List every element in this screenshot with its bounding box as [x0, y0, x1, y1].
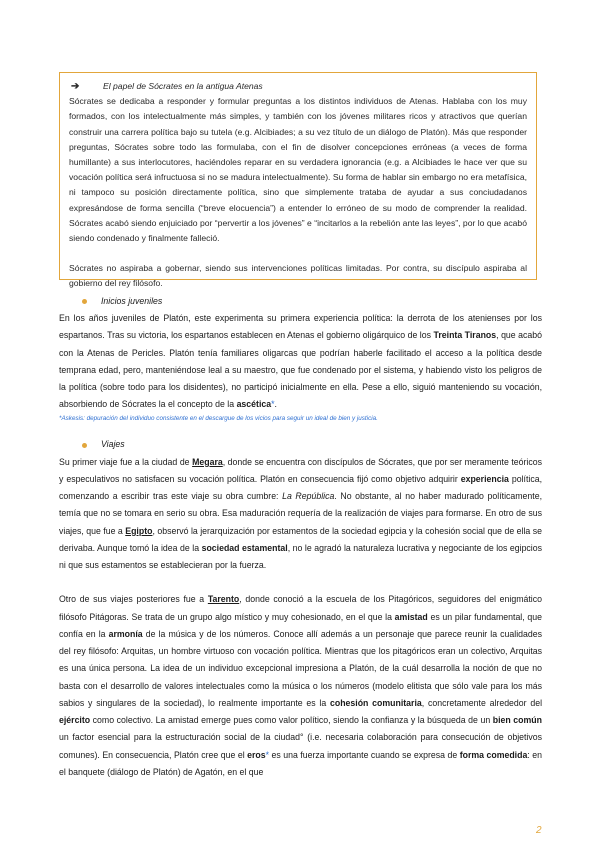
- box-title-text: El papel de Sócrates en la antigua Atenas: [103, 81, 263, 91]
- inicios-paragraph: En los años juveniles de Platón, este experimenta su primera experiencia política: la derrota de los atenienses por los espartanos. Tras su victoria, los espartanos establecen en Atenas el gobierno oligárquico de los Treinta Tiranos, que acabó con la Atenas de Pericles. Platón tenía familiares oligarcas que podrían haberle facilitado el acceso a la política desde temprana edad, pero, manteniéndose leal a su maestro, que fue condenado por el sistema, y habiendo visto los peligros de la política (sobre todo para los disidentes), no participó inicialmente en ella. Pese a ello, siguió manteniendo su vocación, absorbiendo de Sócrates la el concepto de la ascética*.: [59, 313, 543, 410]
- askesis-footnote: *Askesis: depuración del individuo consistente en el descargue de los vicios para seguir un ideal de bien y justicia.: [59, 414, 378, 422]
- box-paragraph-1: Sócrates se dedicaba a responder y formular preguntas a los distintos individuos de Atenas. Hablaba con los muy formados, con los intelectualmente más simples, y también con los jóvenes militares ricos y atractivos que querían construir una carrera política bajo su tutela (e.g. Alcibiades; a su vez título de un diálogo de Platón). Más que responder preguntas, Sócrates sobre todo las formulaba, con el fin de disolver concepciones erróneas (a veces de forma humillante) a sus interlocutores, haciéndoles reparar en su verdadera ignorancia (e.g. a Alcibiades le hace ver que su vocación política será infructuosa si no se madura intelectualmente). Su forma de hablar sin embargo no era metafísica, ni tampoco su posición directamente política, sino que simplemente trataba de ayudar a sus conciudadanos expresándose de forma sencilla (“breve elocuencia”) a entender lo erróneo de su modo de comprender la realidad. Sócrates acabó siendo enjuiciado por “pervertir a los jóvenes” e “incitarlos a la rebelión ante las leyes”, por lo que acabó siendo condenado y finalmente falleció.: [69, 96, 527, 244]
- viajes-paragraph-2: Otro de sus viajes posteriores fue a Tarento, donde conoció a la escuela de los Pitagóricos, seguidores del enigmático filósofo Pitágoras. Se trata de un grupo algo místico y muy cohesionado, en el que la amistad es un pilar fundamental, que confía en la armonía de la música y de los números. Conoce allí además a un personaje que parece reunir la cualidades del rey filósofo: Arquitas, un hombre virtuoso con vocación política. Mientras que los pitagóricos eran un colectivo, Arquitas es una única persona. La idea de un individuo excepcional impresiona a Platón, de la cuál desarrolla la noción de que no basta con el desarrollo de valores intelectuales como la música o los números (modelo elitista que sólo vale para los más sabios y singulares de la sociedad), lo realmente importante es la cohesión comunitaria, concretamente alrededor del ejército como colectivo. La amistad emerge pues como valor político, siendo la confianza y la búsqueda de un bien común un factor esencial para la estructuración social de la ciudad° (i.e. necesaria colaboración para consecución de objetivos comunes). En consecuencia, Platón cree que el eros* es una fuerza importante cuando se expresa de forma comedida: en el banquete (diálogo de Platón) de Agatón, en el que: [59, 594, 543, 777]
- page-number: 2: [536, 825, 542, 836]
- socrates-info-box: [59, 72, 537, 289]
- main-text: [59, 293, 542, 781]
- bullet-dot-icon: [82, 443, 87, 448]
- viajes-paragraph-1: Su primer viaje fue a la ciudad de Megara, donde se encuentra con discípulos de Sócrates, que por ser meramente teóricos y especulativos no satisfacen su vocación política. Platón en consecuencia fijó como objetivo adquirir experiencia política, comenzando a escribir tras este viaje su obra cumbre: La República. No obstante, al no haber madurado políticamente, temía que no se tomara en serio su obra. Esa maduración requería de la realización de viajes para formarse. En otro de sus viajes, que fue a Egipto, observó la jerarquización por estamentos de la sociedad egipcia y la cohesión social que de ella se derivaba. Aunque tomó la idea de la sociedad estamental, no le agradó la naturaleza lucrativa y negociante de los egipcios ni que sus estamentos se establecieran por la fuerza.: [59, 456, 543, 570]
- section-heading-text: Viajes: [101, 439, 125, 450]
- arrow-icon: ➔: [71, 81, 80, 92]
- section-heading-viajes: [59, 437, 542, 454]
- bullet-dot-icon: [82, 299, 87, 304]
- section-heading-inicios: [59, 293, 542, 310]
- box-title: [69, 79, 527, 94]
- section-heading-text: Inicios juveniles: [101, 295, 163, 306]
- box-paragraph-2: Sócrates no aspiraba a gobernar, siendo sus intervenciones políticas limitadas. Por contra, su discípulo aspiraba al gobierno del rey filósofo.: [69, 263, 527, 289]
